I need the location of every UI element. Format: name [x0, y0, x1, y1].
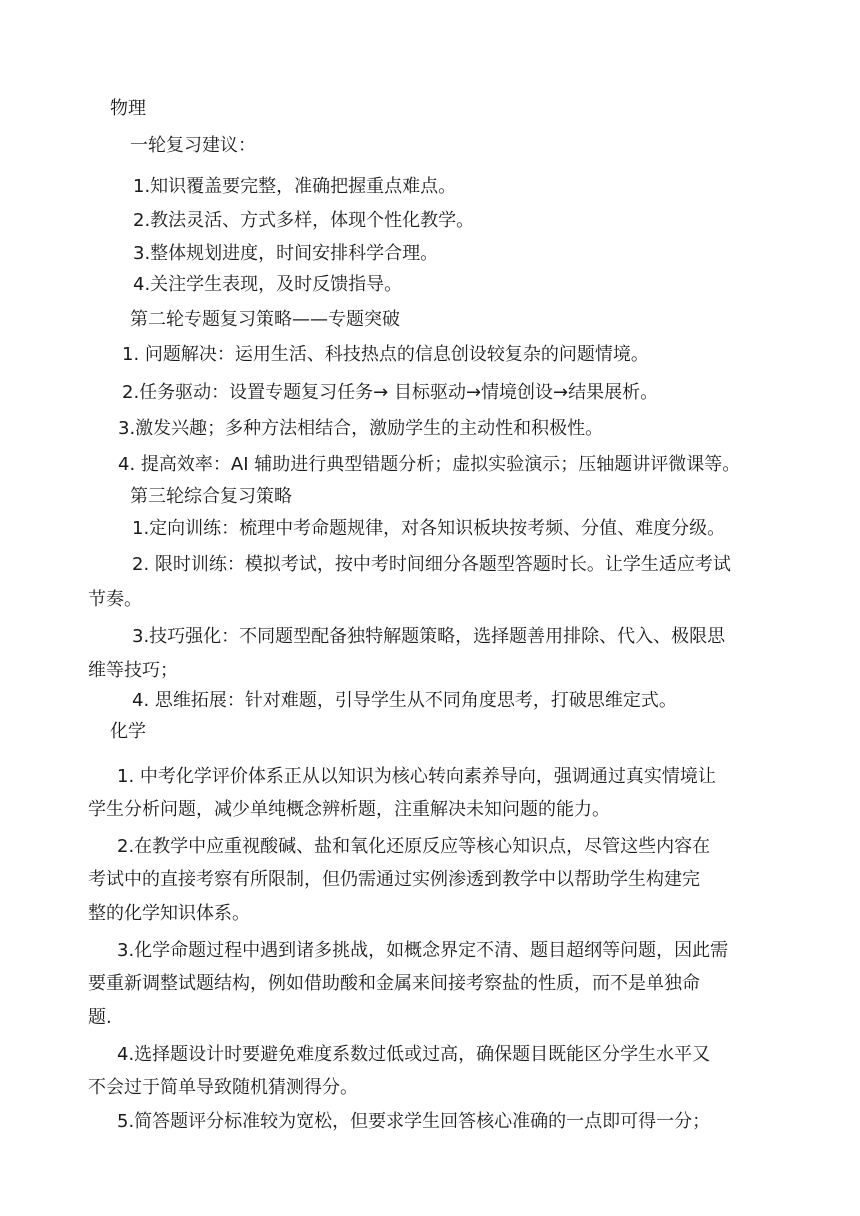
round3-item-continuation: 节奏。	[88, 589, 142, 610]
chemistry-heading: 化学	[110, 721, 146, 742]
chemistry-paragraph-line: 3.化学命题过程中遇到诸多挑战，如概念界定不清、题目超纲等问题，因此需	[117, 940, 729, 961]
chemistry-paragraph-line: 考试中的直接考察有所限制，但仍需通过实例渗透到教学中以帮助学生构建完	[88, 869, 700, 890]
round2-item: 2.任务驱动：设置专题复习任务→ 目标驱动→情境创设→结果展析。	[122, 382, 659, 403]
round2-item: 3.激发兴趣；多种方法相结合，激励学生的主动性和积极性。	[118, 418, 604, 439]
chemistry-paragraph-line: 1. 中考化学评价体系正从以知识为核心转向素养导向，强调通过真实情境让	[117, 766, 716, 787]
round3-item: 3.技巧强化：不同题型配备独特解题策略，选择题善用排除、代入、极限思	[132, 626, 726, 647]
round1-item: 2.教法灵活、方式多样，体现个性化教学。	[133, 210, 475, 231]
round3-item: 4. 思维拓展：针对难题，引导学生从不同角度思考，打破思维定式。	[132, 690, 677, 711]
round3-item-continuation: 维等技巧；	[88, 660, 178, 681]
round1-item: 4.关注学生表现，及时反馈指导。	[133, 274, 403, 295]
chemistry-paragraph-line: 不会过于简单导致随机猜测得分。	[88, 1077, 358, 1098]
chemistry-paragraph-line: 要重新调整试题结构，例如借助酸和金属来间接考察盐的性质，而不是单独命	[88, 973, 700, 994]
round3-title: 第三轮综合复习策略	[130, 486, 292, 507]
chemistry-paragraph-line: 整的化学知识体系。	[88, 903, 250, 924]
round3-item: 2. 限时训练：模拟考试，按中考时间细分各题型答题时长。让学生适应考试	[132, 554, 731, 575]
round2-item: 1. 问题解决：运用生活、科技热点的信息创设较复杂的问题情境。	[122, 344, 649, 365]
physics-heading: 物理	[110, 98, 146, 119]
round2-item: 4. 提高效率：AI 辅助进行典型错题分析；虚拟实验演示；压轴题讲评微课等。	[118, 454, 741, 475]
chemistry-paragraph-line: 5.简答题评分标准较为宽松，但要求学生回答核心准确的一点即可得一分；	[117, 1111, 711, 1132]
chemistry-paragraph-line: 学生分析问题，减少单纯概念辨析题，注重解决未知问题的能力。	[88, 799, 610, 820]
round2-title: 第二轮专题复习策略——专题突破	[130, 309, 400, 330]
round1-title: 一轮复习建议：	[130, 135, 256, 156]
round3-item: 1.定向训练：梳理中考命题规律，对各知识板块按考频、分值、难度分级。	[132, 518, 726, 539]
chemistry-paragraph-line: 4.选择题设计时要避免难度系数过低或过高，确保题目既能区分学生水平又	[117, 1044, 711, 1065]
chemistry-paragraph-line: 题.	[88, 1007, 112, 1028]
round1-item: 3.整体规划进度，时间安排科学合理。	[133, 243, 439, 264]
round1-item: 1.知识覆盖要完整，准确把握重点难点。	[133, 176, 457, 197]
chemistry-paragraph-line: 2.在教学中应重视酸碱、盐和氧化还原反应等核心知识点，尽管这些内容在	[117, 836, 711, 857]
